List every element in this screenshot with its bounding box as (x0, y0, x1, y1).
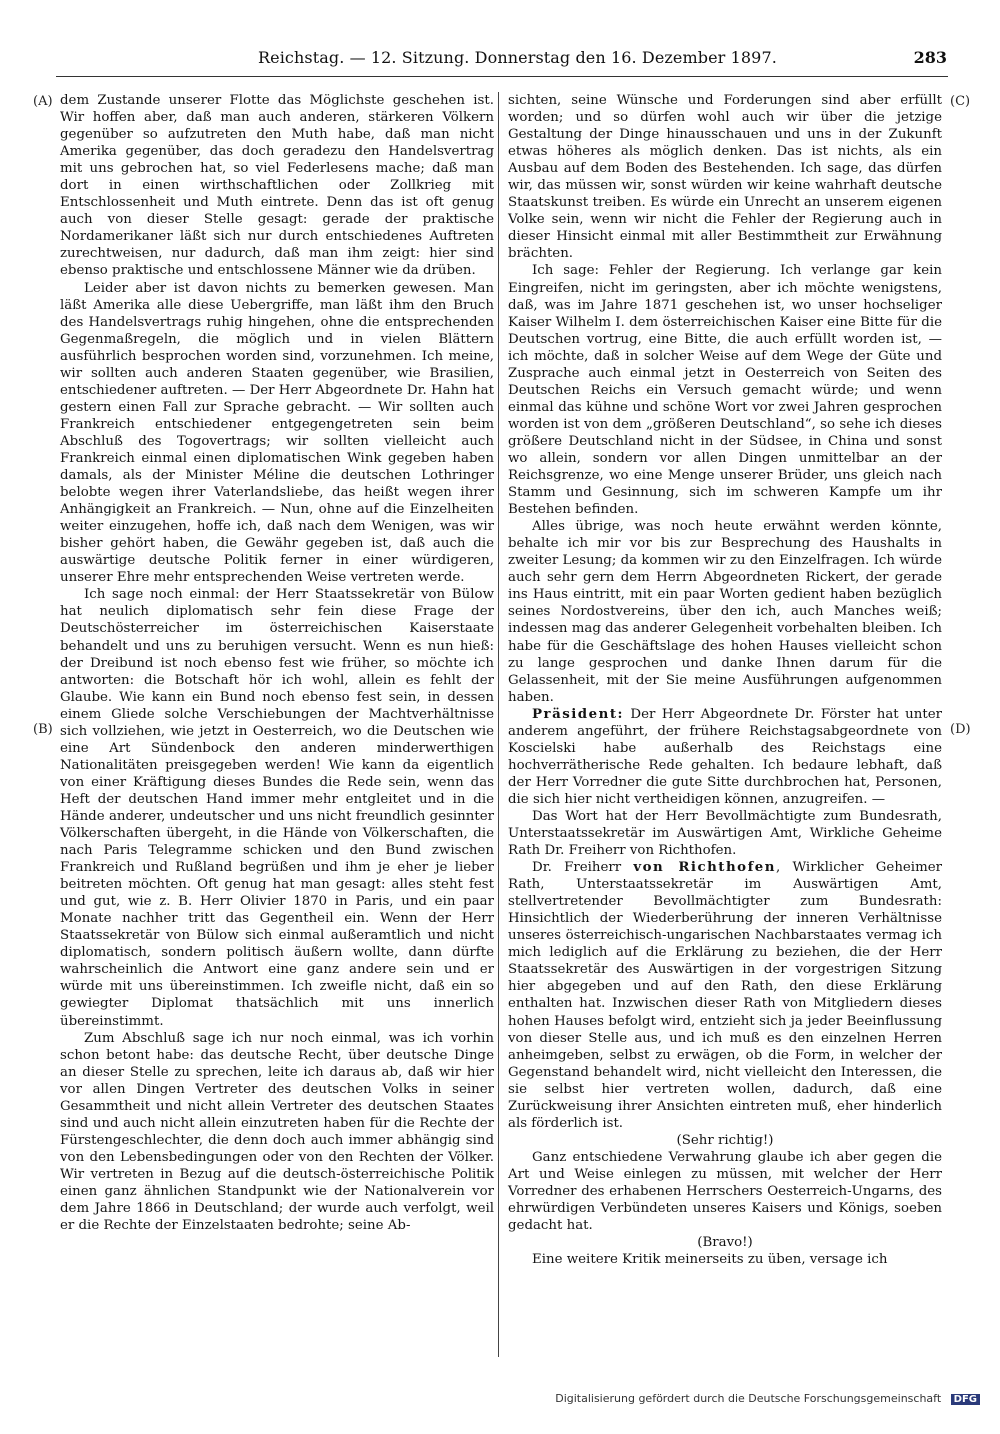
paragraph: Das Wort hat der Herr Bevollmächtigte zum Bundesrath, Unterstaatssekretär im Auswärtigen Amt, Wirkliche Geheime Rath Dr. Freiherr von Richthofen. (508, 808, 942, 859)
column-divider (498, 92, 499, 1357)
running-header (0, 48, 1000, 68)
header-rule (56, 76, 948, 77)
page-number: 283 (913, 48, 947, 67)
speech-text: Der Herr Abgeordnete Dr. Förster hat unter anderem angeführt, der frühere Reichstagsabgeordnete von Koscielski habe außerhalb des Reichstags eine hochverrätherische Rede gehalten. Ich bedaure lebhaft, daß der Herr Vorredner die gute Sitte durchbrochen hat, Personen, die sich hier nicht vertheidigen können, anzugreifen. — (508, 706, 942, 807)
paragraph: sichten, seine Wünsche und Forderungen sind aber erfüllt worden; und so dürfen wohl auch wir über die jetzige Gestaltung der Dinge hinausschauen und uns in der Zukunft etwas höheres als möglich denken. Das ist nichts, als ein Ausbau auf dem Boden des Bestehenden. Ich sage, das dürfen wir, das müssen wir, sonst würden wir keine wahrhaft deutsche Staatskunst treiben. Es würde ein Unrecht an unserem eigenen Volke sein, wenn wir nicht die Fehler der Regierung auch in dieser Hinsicht einmal mit aller Bestimmtheit zur Erwähnung brächten. (508, 93, 942, 262)
margin-letter-c: (C) (950, 94, 971, 109)
paragraph: Zum Abschluß sage ich nur noch einmal, was ich vorhin schon betont habe: das deutsche Recht, über deutsche Dinge an dieser Stelle zu sprechen, leite ich daraus ab, daß wir hier vor allen Dingen Vertreter des deutschen Volks in seiner Gesammtheit und nicht allein Vertreter des deutschen Staates sind und auch nicht allein einzutreten haben für die Rechte der Fürstengeschlechter, die denn doch auch immer abhängig sind von den Lebensbedingungen oder von den Rechten der Völker. Wir vertreten in Bezug auf die deutsch-österreichische Politik einen ganz ähnlichen Standpunkt wie der Nationalverein vor dem Jahre 1866 in Deutschland; der wurde auch verfolgt, weil er die Rechte der Einzelstaaten bedrohte; seine Ab- (60, 1030, 494, 1234)
interjection: (Bravo!) (697, 1235, 753, 1251)
margin-letter-d: (D) (950, 722, 971, 737)
right-column (508, 92, 942, 1268)
paragraph: Alles übrige, was noch heute erwähnt werden könnte, behalte ich mir vor bis zur Besprechung des Haushalts in zweiter Lesung; da kommen wir zu den Einzelfragen. Ich würde auch sehr gern dem Herrn Abgeordneten Rickert, der gerade ins Haus eintritt, mit ein paar Worten gedient haben bezüglich seines Nordostvereins, über den ich, auch Manches weiß; indessen mag das anderer Gelegenheit vorbehalten bleiben. Ich habe für die Geschäftslage des hohen Hauses vielleicht schon zu lange gesprochen und danke Ihnen darum für die Gelassenheit, mit der Sie meine Ausführungen aufgenommen haben. (508, 519, 942, 705)
margin-letter-b: (B) (33, 722, 53, 737)
paragraph (508, 859, 942, 1132)
speaker-prefix: Dr. Freiherr (532, 860, 634, 876)
running-title: Reichstag. — 12. Sitzung. Donnerstag den 16. Dezember 1897. (258, 48, 777, 67)
left-column (60, 92, 494, 1234)
speech-text: , Wirklicher Geheimer Rath, Unterstaatssekretär im Auswärtigen Amt, stellvertretender Bevollmächtigter zum Bundesrath: Hinsichtlich der Wiederberührung der inneren Verhältnisse unseres österreichisch-ungarischen Nachbarstaates vermag ich mich lediglich auf die Erklärung zu beziehen, die der Herr Staatssekretär des Auswärtigen in der vorgestrigen Sitzung hier abgegeben und auf den Rath, den diese Erklärung enthalten hat. Inzwischen dieser Rath von Mitgliedern dieses hohen Hauses befolgt wird, entzieht sich ja jeder Beeinflussung von dieser Stelle aus, und ich muß es den einzelnen Herren anheimgeben, selbst zu erwägen, ob die Form, in welcher der Gegenstand behandelt wird, nicht vielleicht den Interessen, die sie selbst hier vertreten wollen, dadurch, daß eine Zurückweisung ihrer Ansichten eintreten muß, eher hinderlich als förderlich ist. (508, 860, 943, 1131)
paragraph (508, 706, 942, 808)
paragraph: Ganz entschiedene Verwahrung glaube ich aber gegen die Art und Weise einlegen zu müssen, mit welcher der Herr Vorredner des erhabenen Herrschers Oesterreich-Ungarns, des ehrwürdigen Verbündeten unseres Kaisers und Königs, soeben gedacht hat. (508, 1149, 942, 1234)
paragraph: Ich sage: Fehler der Regierung. Ich verlange gar kein Eingreifen, nicht im geringsten, aber ich möchte wenigstens, daß, was im Jahre 1871 geschehen ist, wo unser hochseliger Kaiser Wilhelm I. dem österreichischen Kaiser eine Bitte für die Deutschen vortrug, eine Bitte, die auch erfüllt worden ist, — ich möchte, daß in solcher Weise auf dem Wege der Güte und Zusprache auch einmal jetzt in Oesterreich von Seiten des Deutschen Reichs ein Versuch gemacht würde; und wenn einmal das kühne und schöne Wort vor zwei Jahren gesprochen worden ist von dem „größeren Deutschland“, so sehe ich dieses größere Deutschland nicht in der Südsee, in China und sonst wo allein, sondern vor allen Dingen unmittelbar an der Reichsgrenze, wo eine Menge unserer Brüder, uns gleich nach Stamm und Gesinnung, sich im schweren Kampfe um ihr Bestehen befinden. (508, 263, 942, 518)
margin-letter-a: (A) (33, 94, 53, 109)
digitization-credit (555, 1392, 980, 1405)
paragraph: Ich sage noch einmal: der Herr Staatssekretär von Bülow hat neulich diplomatisch sehr fein diese Frage der Deutschösterreicher im österreichischen Kaiserstaate behandelt und uns zu beruhigen versucht. Wenn es nun hieß: der Dreibund ist noch ebenso fest wie früher, so möchte ich antworten: die Botschaft hör ich wohl, allein es fehlt der Glaube. Wie kann ein Bund noch ebenso fest sein, in dessen einem Gliede solche Verschiebungen der Machtverhältnisse sich vollziehen, wie jetzt in Oesterreich, wo die Deutschen wie eine Art Sündenbock den anderen minderwerthigen Nationalitäten preisgegeben werden! Wie kann da eigentlich von einer Kräftigung dieses Bundes die Rede sein, wenn das Heft der deutschen Hand immer mehr entgleitet und in die Hände anderer, undeutscher und uns nicht freundlich gesinnter Völkerschaften übergeht, in die Hände von Völkerschaften, die nach Paris Telegramme schicken und den Bund zwischen Frankreich und Rußland begrüßen und ihm je eher je lieber beitreten möchten. Oft genug hat man gesagt: alles steht fest und gut, wie z. B. Herr Olivier 1870 in Paris, und ein paar Monate nachher tritt das Gegentheil ein. Wenn der Herr Staatssekretär von Bülow sich einmal außeramtlich und nicht diplomatisch, sondern politisch äußern wollte, dann dürfte wahrscheinlich die Antwort eine ganz andere sein und er würde mit uns übereinstimmen. Ich zweifle nicht, daß ein so gewiegter Diplomat thatsächlich mit uns innerlich übereinstimmt. (60, 587, 494, 1029)
interjection: (Sehr richtig!) (676, 1132, 774, 1148)
paragraph: dem Zustande unserer Flotte das Möglichste geschehen ist. Wir hoffen aber, daß man auch anderen, stärkeren Völkern gegenüber so aufzutreten den Muth habe, daß man nicht Amerika gegenüber, das doch geradezu den Handelsvertrag mit uns gebrochen hat, so viel Federlesens mache; daß man dort in einen wirthschaftlichen oder Zollkrieg mit Entschlossenheit und Muth eintrete. Denn das ist oft genug auch von dieser Stelle gesagt: gerade der praktische Nordamerikaner läßt sich nur durch entschiedenes Auftreten zurechtweisen, nur dadurch, daß man ihm zeigt: hier sind ebenso praktische und entschlossene Männer wie da drüben. (60, 93, 494, 279)
paragraph: Eine weitere Kritik meinerseits zu üben, versage ich (532, 1252, 888, 1268)
speaker-name: von Richthofen (633, 859, 776, 876)
paragraph: Leider aber ist davon nichts zu bemerken gewesen. Man läßt Amerika alle diese Uebergriffe, man läßt ihm den Bruch des Handelsvertrags ruhig hingehen, ohne die entsprechenden Gegenmaßregeln, die möglich und in vielen Blättern ausführlich besprochen worden sind, vorzunehmen. Ich meine, wir sollten auch anderen Staaten gegenüber, wie Brasilien, entschiedener auftreten. — Der Herr Abgeordnete Dr. Hahn hat gestern einen Fall zur Sprache gebracht. — Wir sollten auch Frankreich entschiedener entgegengetreten sein beim Abschluß des Togovertrags; wir sollten vielleicht auch Frankreich einmal einen diplomatischen Wink gegeben haben damals, als der Minister Méline die deutschen Lothringer belobte wegen ihrer Vaterlandsliebe, das heißt wegen ihrer Anhängigkeit an Frankreich. — Nun, ohne auf die Einzelheiten weiter einzugehen, hoffe ich, daß nach dem Wenigen, was wir bisher gehört haben, die Gewähr gegeben ist, daß auch die auswärtige deutsche Politik ferner in einer würdigeren, unserer Ehre mehr entsprechenden Weise vertreten werde. (60, 280, 494, 586)
credit-text: Digitalisierung gefördert durch die Deutsche Forschungsgemeinschaft (555, 1392, 942, 1405)
speaker-label: Präsident: (532, 705, 624, 722)
dfg-logo: DFG (951, 1394, 980, 1405)
